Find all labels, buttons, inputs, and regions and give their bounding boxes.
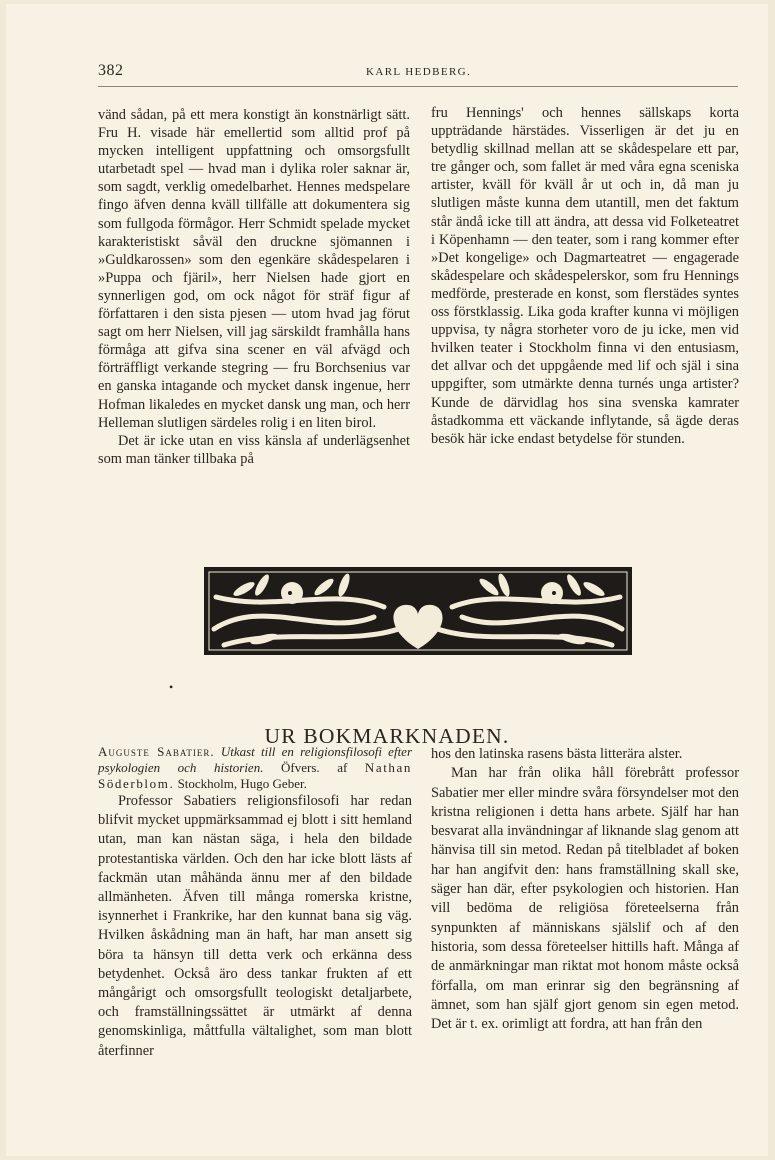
citation-publisher: Stockholm, Hugo Geber. — [177, 776, 307, 791]
paragraph: fru Hennings' och hennes sällskaps korta uppträdande härstädes. Visserligen är det ju en betydlig skillnad mellan att se skådespelare ett par, tre gånger och, som fallet är med våra egna sceniska artister, kväll för kväll år ut och in, då man ju slutligen måste kunna dem utantill, men det faktum står ändå icke till att ändra, att dessa vid Folketeatret i Köpenhamn — den teater, som i rang kommer efter »Det kongelige» och Dagmarteatret — engagerade skådespelare och skådespelerskor, som fru Hennings medförde, presterade en konst, som flerstädes syntes oss förstklassig. Lika goda krafter kunna vi möjligen uppvisa, ty några storheter voro de ju icke, men vid hvilken teater i Stockholm finna vi den entusiasm, det allvar och det uppgående med lif och själ i sina uppgifter, som utmärkte denna turnés unga artister? Kunde de därvidlag hos sina svenska kamrater åstadkomma ett väckande inflytande, så ägde deras besök här icke endast betydelse för stunden. — [431, 105, 739, 447]
paragraph: hos den latinska rasens bästa litterära alster. — [431, 746, 683, 762]
page — [6, 4, 768, 1156]
decorative-ornament — [204, 567, 632, 655]
citation-author: Auguste Sabatier. — [98, 744, 215, 759]
paragraph: vänd sådan, på ett mera konstigt än konstnärligt sätt. Fru H. visade här emellertid som alltid prof på mycken intelligent uppfattning och omsorgsfullt utarbetadt spel — hvad man i dylika roler saknar är, som sagdt, verklig omedelbarhet. Hennes medspelare fingo äfven denna kväll tillfälle att dokumentera sig som fullgoda förmågor. Herr Schmidt spelade mycket karakteristiskt såväl den druckne sjömannen i »Guldkarossen» som den egenkäre skådespelaren i »Puppa och fjäril», herr Nielsen hade gjort en synnerligen god, om ock något för sträf figur af författaren i den sista pjesen — utom hvad jag förut sagt om herr Nielsen, vill jag särskildt framhålla hans förmåga att gifva sina scener en väl afvägd och förträffligt verkande stegring — fru Borchsenius var en ganska intagande och mycket dansk ingenue, herr Hofman likaledes en mycket dansk ung man, och herr Helleman slutligen särdeles rolig i en liten birol. — [98, 107, 410, 431]
running-title: KARL HEDBERG. — [366, 66, 472, 78]
citation-translation-prefix: Öfvers. af — [281, 760, 348, 775]
paragraph: Det är icke utan en viss känsla af underlägsenhet som man tänker tillbaka på — [98, 432, 410, 467]
top-right-column — [431, 104, 739, 448]
book-citation — [98, 744, 412, 792]
paragraph: Professor Sabatiers religionsfilosofi har redan blifvit mycket uppmärksammad ej blott i sitt hemland utan, man kan nästan säga, i hela den bildade protestantiska världen. Och den har icke blott lästs af fackmän utan måhända ännu mer af den bildade allmänheten. Äfven till många romerska kristne, isynnerhet i Frankrike, har den kunnat bana sig väg. Hvilken åskådning man än haft, har man ansett sig böra ta hänsyn till detta verk och erkänna dess betydenhet. Också äro dess tankar frukten af ett mångårigt och omsorgsfullt teologiskt detaljarbete, och framställningssättet är utmärkt af denna genomskinliga, måttfulla vältalighet, som man blott återfinner — [98, 793, 412, 1059]
ink-dot: • — [169, 680, 174, 694]
running-header — [98, 62, 738, 87]
paragraph: Man har från olika håll förebrått professor Sabatier mer eller mindre svåra försyndelser mot den kristna religionen i detta hans arbete. Själf har han besvarat alla invändningar af liknande slag genom att hänvisa till sin metod. Redan på titelbladet af boken har han angifvit den: hans framställning skall ske, säger han där, efter psykologien och historien. Han vill bedöma de religiösa företeelserna från synpunkten af människans själslif och af den historia, som dessa företeelser hittills haft. Många af de anmärkningar man riktat mot honom måste också förfalla, om man erinrar sig den begränsning af ämnet, som han själf gjort genom sin egen metod. Det är t. ex. orimligt att fordra, att han från den — [431, 765, 739, 1033]
citation-translator: Nathan Söderblom. — [98, 760, 412, 791]
page-number: 382 — [98, 62, 124, 79]
top-left-column — [98, 106, 410, 468]
bottom-right-column — [431, 745, 739, 1034]
bottom-left-column — [98, 744, 412, 1061]
citation-title: Utkast till en religionsfilosofi efter psykologien och historien. — [98, 744, 413, 775]
section-title: UR BOKMARKNADEN. — [264, 723, 510, 748]
